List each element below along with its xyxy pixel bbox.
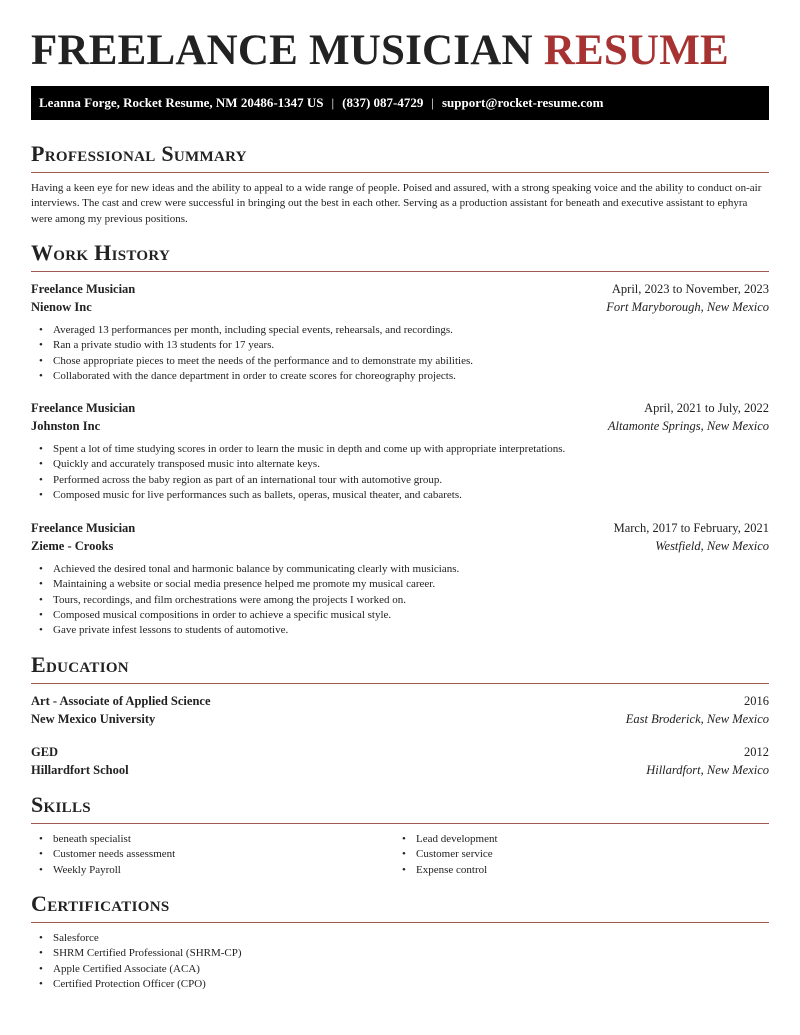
section-heading-summary: Professional Summary bbox=[31, 141, 247, 166]
job-bullet: • Performed across the baby region as part of an international tour with automotive group. bbox=[31, 473, 769, 488]
job-location: Westfield, New Mexico bbox=[655, 539, 769, 553]
job-bullet-list bbox=[31, 323, 769, 384]
certifications-list bbox=[31, 931, 769, 992]
education-school-row bbox=[31, 761, 769, 779]
skill-item: • Expense control bbox=[394, 863, 754, 878]
skills-list-left bbox=[31, 832, 391, 878]
skill-item: • beneath specialist bbox=[31, 832, 391, 847]
certification-item: • Certified Protection Officer (CPO) bbox=[31, 977, 769, 992]
job-dates: March, 2017 to February, 2021 bbox=[613, 521, 769, 535]
education-degree-row bbox=[31, 692, 769, 710]
job-location: Altamonte Springs, New Mexico bbox=[607, 419, 769, 433]
job-dates: April, 2021 to July, 2022 bbox=[644, 401, 769, 415]
job-title: Freelance Musician bbox=[31, 401, 136, 415]
section-divider bbox=[31, 922, 769, 923]
section-heading-certifications: Certifications bbox=[31, 891, 170, 916]
job-bullet: • Spent a lot of time studying scores in order to learn the music in depth and come up with appropriate interpretations. bbox=[31, 442, 769, 457]
education-school-row bbox=[31, 710, 769, 728]
education-location: Hillardfort, New Mexico bbox=[646, 763, 769, 777]
job-bullet-list bbox=[31, 442, 769, 503]
job-bullet: • Chose appropriate pieces to meet the needs of the performance and to demonstrate my abilities. bbox=[31, 354, 769, 369]
job-bullet: • Tours, recordings, and film orchestrations were among the projects I worked on. bbox=[31, 593, 769, 608]
section-divider bbox=[31, 823, 769, 824]
job-bullet: • Composed music for live performances such as ballets, operas, musical theater, and cabarets. bbox=[31, 488, 769, 503]
job-location: Fort Maryborough, New Mexico bbox=[606, 300, 769, 314]
job-header-row bbox=[31, 280, 769, 298]
job-company-row bbox=[31, 537, 769, 555]
job-bullet-list bbox=[31, 562, 769, 638]
job-bullet: • Achieved the desired tonal and harmonic balance by communicating clearly with musicians. bbox=[31, 562, 769, 577]
skill-item: • Weekly Payroll bbox=[31, 863, 391, 878]
job-company: Nienow Inc bbox=[31, 300, 92, 314]
job-header-row bbox=[31, 519, 769, 537]
certification-item: • Salesforce bbox=[31, 931, 769, 946]
job-bullet: • Composed musical compositions in order to achieve a specific musical style. bbox=[31, 608, 769, 623]
summary-text: Having a keen eye for new ideas and the ability to appeal to a wide range of people. Poised and assured, with a strong speaking voice and the ability to conduct on-air interviews. The cast and crew were successful in bringing out the best in each other. Serving as a production assistant for beneath and executive assistant to ephyra were among my previous positions. bbox=[31, 182, 762, 225]
contact-address: Leanna Forge, Rocket Resume, NM 20486-1347 US bbox=[39, 95, 324, 110]
job-bullet: • Quickly and accurately transposed music into alternate keys. bbox=[31, 457, 769, 472]
section-divider bbox=[31, 683, 769, 684]
section-heading-work-history: Work History bbox=[31, 240, 171, 265]
title-main: FREELANCE MUSICIAN bbox=[31, 27, 533, 74]
education-school: New Mexico University bbox=[31, 712, 156, 726]
title-accent: RESUME bbox=[543, 27, 729, 74]
education-year: 2016 bbox=[744, 694, 769, 708]
job-bullet: • Collaborated with the dance department in order to create scores for choreography projects. bbox=[31, 369, 769, 384]
section-heading-skills: Skills bbox=[31, 792, 91, 817]
resume-title bbox=[31, 27, 729, 75]
job-bullet: • Maintaining a website or social media presence helped me promote my musical career. bbox=[31, 577, 769, 592]
job-company: Johnston Inc bbox=[31, 419, 101, 433]
job-header-row bbox=[31, 399, 769, 417]
skill-item: • Customer service bbox=[394, 847, 754, 862]
skill-item: • Customer needs assessment bbox=[31, 847, 391, 862]
skill-item: • Lead development bbox=[394, 832, 754, 847]
job-bullet: • Ran a private studio with 13 students for 17 years. bbox=[31, 338, 769, 353]
contact-phone: (837) 087-4729 bbox=[342, 95, 424, 110]
education-degree: Art - Associate of Applied Science bbox=[31, 694, 211, 708]
certification-item: • Apple Certified Associate (ACA) bbox=[31, 962, 769, 977]
job-company-row bbox=[31, 298, 769, 316]
contact-separator: | bbox=[431, 95, 434, 110]
education-school: Hillardfort School bbox=[31, 763, 129, 777]
job-company: Zieme - Crooks bbox=[31, 539, 114, 553]
job-bullet: • Averaged 13 performances per month, including special events, rehearsals, and recordings. bbox=[31, 323, 769, 338]
contact-separator: | bbox=[331, 95, 335, 110]
education-degree-row bbox=[31, 743, 769, 761]
skills-list-right bbox=[394, 832, 754, 878]
section-divider bbox=[31, 172, 769, 173]
job-dates: April, 2023 to November, 2023 bbox=[611, 282, 769, 296]
job-bullet: • Gave private infest lessons to students of automotive. bbox=[31, 623, 769, 638]
education-degree: GED bbox=[31, 745, 59, 759]
education-year: 2012 bbox=[744, 745, 769, 759]
job-title: Freelance Musician bbox=[31, 282, 136, 296]
section-divider bbox=[31, 271, 769, 272]
job-company-row bbox=[31, 417, 769, 435]
contact-email: support@rocket-resume.com bbox=[442, 95, 604, 110]
certification-item: • SHRM Certified Professional (SHRM-CP) bbox=[31, 946, 769, 961]
section-heading-education: Education bbox=[31, 652, 129, 677]
education-location: East Broderick, New Mexico bbox=[625, 712, 769, 726]
contact-bar bbox=[31, 86, 769, 120]
job-title: Freelance Musician bbox=[31, 521, 136, 535]
